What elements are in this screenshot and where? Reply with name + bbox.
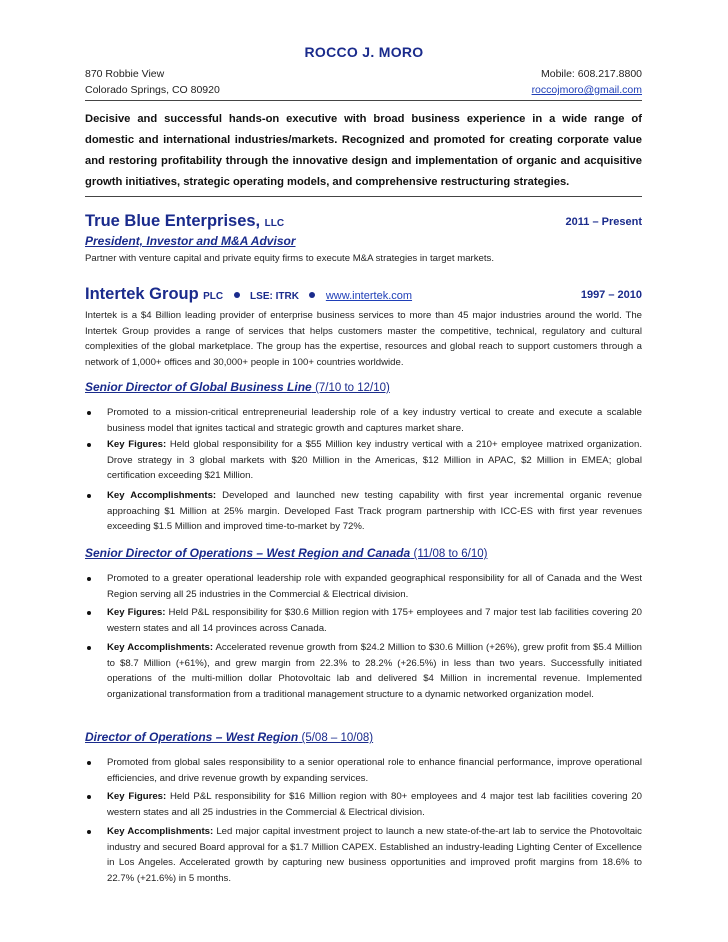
bullet-label: Key Figures: [107, 607, 166, 618]
role-title: President, Investor and M&A Advisor [85, 234, 296, 248]
bullet-label: Key Accomplishments: [107, 642, 214, 653]
bullet-label: Key Figures: [107, 791, 167, 802]
bullet-label: Key Accomplishments: [107, 826, 214, 837]
company-description: Intertek is a $4 Billion leading provider of enterprise business services to more than 45 major industries around the world. The Intertek Group provides a range of services that helps customers master the competitive, technical, regulatory and cultural complexities of the global marketplace. The group has the expertise, resources and global reach to support customers through a network of 1,000+ offices and 30,000+ people in 100+ countries worldwide. [85, 310, 642, 368]
bullet-label: Key Figures: [107, 439, 167, 450]
role-dates: (11/08 to 6/10) [413, 548, 488, 560]
bullet-icon [87, 494, 91, 498]
bullet-icon [87, 761, 91, 765]
bullet-text: Led major capital investment project to launch a new state-of-the-art lab to service the Photovoltaic industry and secured Board approval for a $1.7 Million CAPEX. Established an industry-leading Lighting Center of Excellence in Los Angeles. Accelerated growth by capturing new business opportunities and improved profit margins from 18.6% to 22.7% (+21.6%) in 5 months. [107, 826, 642, 884]
email-link[interactable]: roccojmoro@gmail.com [531, 84, 642, 96]
list-item [85, 488, 642, 535]
bullet-icon [87, 577, 91, 581]
bullet-text: Accelerated revenue growth from $24.2 Million to $30.6 Million (+26%), grew profit from $5.4 Million to $8.7 Million (+61%), and grew margin from 22.3% to 28.2% (+26.5%) in less than two years. Successfully initiated operations of the multi-million dollar Photovoltaic lab and delivered $4 Million in incremental revenue. Implemented organizational transformation from a traditional management structure to a dynamic networked organization model. [107, 642, 642, 700]
address-street: 870 Robbie View [85, 68, 165, 80]
summary-divider [85, 196, 642, 197]
bullet-label: Key Accomplishments: [107, 490, 217, 501]
bullet-text: Held P&L responsibility for $16 Million region with 80+ employees and 4 major test lab facilities covering 20 western states and all 25 industries in the Commercial & Electrical division. [107, 791, 642, 818]
list-item [85, 824, 642, 886]
bullet-text: Promoted from global sales responsibility to a senior operational role to enhance financial performance, improve operational efficiencies, and drive revenue growth by expanding services. [107, 757, 642, 784]
role-title: Senior Director of Operations – West Region and Canada [85, 546, 411, 560]
list-item [85, 640, 642, 702]
bullet-text: Promoted to a mission-critical entrepreneurial leadership role of a key industry vertical to create and execute a scalable business model that ignites tactical and strategic growth and captures market share. [107, 407, 642, 434]
role-dates: (7/10 to 12/10) [315, 382, 390, 394]
role-heading [85, 380, 390, 394]
company-suffix: LLC [264, 218, 285, 229]
bullet-text: Developed and launched new testing capability with first year incremental organic revenue approaching $1 Million at 25% margin. Developed Fast Track program partnership with ICC-ES with first year revenues exceeding $1.5 Million and improved time-to-market by 72%. [107, 490, 642, 532]
header-divider [85, 100, 642, 101]
company-header-intertek [85, 285, 642, 304]
role-title: Director of Operations – West Region [85, 730, 299, 744]
bullet-separator-icon [234, 292, 240, 298]
bullet-icon [87, 830, 91, 834]
list-item [85, 755, 642, 786]
list-item [85, 405, 642, 436]
company-website-link[interactable]: www.intertek.com [325, 290, 413, 302]
list-item [85, 437, 642, 484]
company-header-true-blue [85, 212, 642, 231]
role-title: Senior Director of Global Business Line [85, 380, 312, 394]
list-item [85, 789, 642, 820]
list-item [85, 571, 642, 602]
role-heading [85, 730, 373, 744]
candidate-name: ROCCO J. MORO [304, 44, 424, 60]
company-description: Partner with venture capital and private equity firms to execute M&A strategies in target markets. [85, 253, 494, 264]
company-suffix: PLC [203, 291, 224, 302]
mobile-phone: Mobile: 608.217.8800 [541, 68, 642, 80]
bullet-text: Held global responsibility for a $55 Million key industry vertical with a 210+ employee matrixed organization. Drove strategy in 3 global markets with $20 Million in the Americas, $12 Million in APAC, $2 Million in EMEA; global certification exceeding $21 Million. [107, 439, 642, 481]
stock-ticker: LSE: ITRK [250, 291, 299, 302]
company-dates: 2011 – Present [565, 216, 642, 228]
bullet-icon [87, 611, 91, 615]
role-heading [85, 546, 487, 560]
company-name: True Blue Enterprises, [85, 212, 261, 230]
bullet-icon [87, 443, 91, 447]
list-item [85, 605, 642, 636]
contact-line-1 [85, 68, 642, 80]
bullet-icon [87, 795, 91, 799]
role-dates: (5/08 – 10/08) [301, 732, 374, 744]
bullet-icon [87, 411, 91, 415]
contact-line-2 [85, 84, 642, 96]
bullet-text: Promoted to a greater operational leadership role with expanded geographical responsibility for all of Canada and the West Region serving all 25 industries in the Commercial & Electrical division. [107, 573, 642, 600]
bullet-icon [87, 646, 91, 650]
bullet-separator-icon [309, 292, 315, 298]
bullet-text: Held P&L responsibility for $30.6 Million region with 175+ employees and 7 major test lab facilities covering 20 western states and all 14 provinces across Canada. [107, 607, 642, 634]
company-name: Intertek Group [85, 285, 199, 303]
company-dates: 1997 – 2010 [580, 289, 642, 301]
role-title-president [85, 234, 296, 248]
executive-summary: Decisive and successful hands-on executive with broad business experience in a wide range of domestic and international industries/markets. Recognized and promoted for creating corporate value and restoring profitability through the innovative design and implementation of organic and acquisitive growth initiatives, strategic operating models, and comprehensive restructuring strategies. [85, 113, 642, 188]
address-city: Colorado Springs, CO 80920 [85, 84, 220, 96]
